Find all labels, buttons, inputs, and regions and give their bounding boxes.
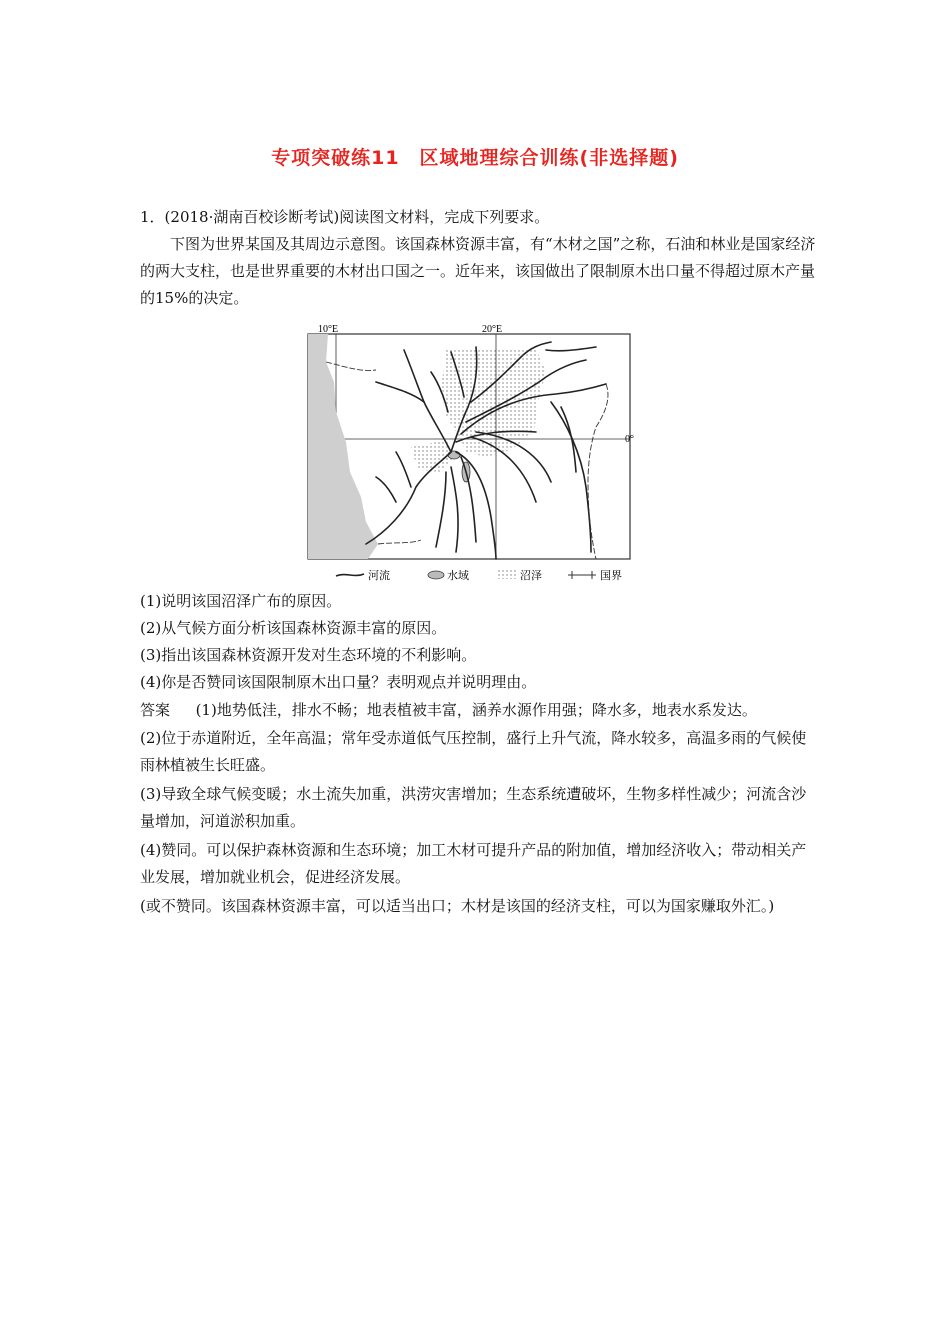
legend-swamp-label: 沼泽 <box>520 570 542 582</box>
sub-question-3: (3)指出该国森林资源开发对生态环境的不利影响。 <box>140 646 477 664</box>
region-map <box>306 322 636 587</box>
legend-river-symbol <box>336 574 364 576</box>
answer-4-alt: (或不赞同。该国森林资源丰富，可以适当出口；木材是该国的经济支柱，可以为国家赚取外汇。) <box>140 897 775 915</box>
answer-3: (3)导致全球气候变暖；水土流失加重，洪涝灾害增加；生态系统遭破坏，生物多样性减少；河流含沙量增加，河道淤积加重。 <box>140 785 807 830</box>
question-stem: 1．(2018·湖南百校诊断考试)阅读图文材料，完成下列要求。 <box>140 208 550 226</box>
answer-2: (2)位于赤道附近，全年高温；常年受赤道低气压控制，盛行上升气流，降水较多，高温多雨的气候使雨林植被生长旺盛。 <box>140 729 807 774</box>
legend-water-symbol <box>428 571 444 579</box>
answer-4: (4)赞同。可以保护森林资源和生态环境；加工木材可提升产品的附加值，增加经济收入；带动相关产业发展，增加就业机会，促进经济发展。 <box>140 841 807 886</box>
lat-label-0: 0° <box>625 434 634 445</box>
answer-label: 答案 <box>140 701 171 719</box>
answer-1: (1)地势低洼，排水不畅；地表植被丰富，涵养水源作用强；降水多，地表水系发达。 <box>195 701 757 719</box>
page-title: 专项突破练11 区域地理综合训练(非选择题) <box>271 147 679 169</box>
question-material: 下图为世界某国及其周边示意图。该国森林资源丰富，有“木材之国”之称，石油和林业是国家经济的两大支柱，也是世界重要的木材出口国之一。近年来，该国做出了限制原木出口量不得超过原木产量的15%的决定。 <box>140 235 816 307</box>
legend-river-label: 河流 <box>368 570 390 582</box>
map-legend <box>336 568 622 582</box>
map-figure <box>306 322 636 587</box>
sub-question-4: (4)你是否赞同该国限制原木出口量？表明观点并说明理由。 <box>140 673 537 691</box>
legend-swamp-symbol <box>498 570 516 579</box>
lon-label-10e: 10°E <box>318 324 339 335</box>
legend-border-symbol <box>568 571 596 579</box>
legend-water-label: 水域 <box>447 570 469 582</box>
sub-question-2: (2)从气候方面分析该国森林资源丰富的原因。 <box>140 619 447 637</box>
answer-1-line <box>140 697 820 724</box>
sub-question-1: (1)说明该国沼泽广布的原因。 <box>140 592 342 610</box>
legend-border-label: 国界 <box>600 570 622 582</box>
lon-label-20e: 20°E <box>482 324 503 335</box>
